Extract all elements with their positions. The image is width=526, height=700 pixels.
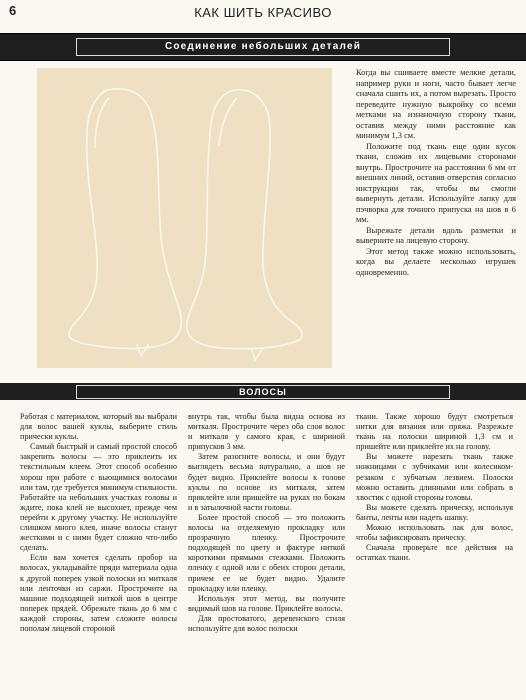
paragraph: Самый быстрый и самый простой способ закрепить волосы — это приклеить их текстильным клеем. Этот способ особенно хорош при работе с вьющимися волосами или там, где требуется минимум стильности. Работайте на небольших участках головы и ждите, пока клей не высохнет, прежде чем перейти к другому участку. Не используйте слишком много клея, иначе волосы станут жесткими и с ними будет сложно что-либо сделать. — [20, 442, 177, 553]
paragraph: Используя этот метод, вы получите видимый шов на голове. Приклейте волосы. — [188, 593, 345, 613]
paragraph: Работая с материалом, который вы выбрали для волос вашей куклы, выберите стиль прически куклы. — [20, 412, 177, 442]
paragraph: Вы можете сделать прическу, используя банты, ленты или надеть шапку. — [356, 502, 513, 522]
section-title: Соединение небольших деталей — [76, 38, 450, 56]
right-leg-inner-line — [219, 98, 237, 146]
section-heading-bar — [0, 33, 526, 61]
right-leg-outline — [187, 90, 302, 349]
pattern-illustration — [37, 68, 332, 368]
paragraph: Этот метод также можно использовать, когда вы делаете несколько игрушек одновременно. — [356, 246, 516, 277]
paragraph: ткани. Также хорошо будут смотреться нитки для вязания или пряжа. Разрежьте ткань на полоски шириной 1,3 см и пришейте или приклейте их на голову. — [356, 412, 513, 452]
hair-section-title: ВОЛОСЫ — [76, 385, 450, 399]
hair-heading-bar — [0, 383, 526, 400]
text-column-2 — [188, 412, 345, 634]
paragraph: Вы можете нарезать ткань также ножницами с зубчиками или колесиком-резаком с зубчатым лезвием. Полоски можно оставить длинными или собрать в хвостик с одной стороны головы. — [356, 452, 513, 502]
left-leg-inner-line — [95, 98, 109, 148]
running-title: КАК ШИТЬ КРАСИВО — [194, 5, 332, 20]
left-leg-outline — [69, 89, 181, 349]
page-number: 6 — [9, 3, 17, 18]
paragraph: Положите под ткань еще один кусок ткани, сложив их лицевыми сторонами внутрь. Прострочите на расстоянии 6 мм от внешних линий, оставив отверстия согласно инструкции так, чтобы вы смогли вывернуть детали. Используйте лапку для пэчворка для точного припуска на шов в 6 мм. — [356, 141, 516, 224]
right-stitch-notch — [251, 348, 263, 360]
intro-text — [356, 68, 516, 278]
paragraph: Сначала проверьте все действия на остатках ткани. — [356, 543, 513, 563]
text-column-1 — [20, 412, 177, 634]
paragraph: Для простоватого, деревенского стиля используйте для волос полоски — [188, 613, 345, 633]
leg-pattern-drawing — [37, 68, 332, 368]
paragraph: Вырежьте детали вдоль разметки и выверните на лицевую сторону. — [356, 225, 516, 245]
paragraph: Когда вы сшиваете вместе мелкие детали, например руки и ноги, часто бывает легче сначала сшить их, а потом вырезать. Просто переведите нужную выкройку со всеми метками на изнаночную сторону ткани, оставив между ними расстояние как минимум 1,3 см. — [356, 68, 516, 140]
paragraph: Можно использовать лак для волос, чтобы зафиксировать прическу. — [356, 523, 513, 543]
paragraph: Затем разогните волосы, и они будут выглядеть весьма натурально, а шов не будет видно. Приклейте волосы к голове куклы по основе из миткаля, затем приклейте или пришейте на руках по бокам и в затылочной части головы. — [188, 452, 345, 512]
paragraph: Если вам хочется сделать пробор на волосах, укладывайте пряди материала одна к другой поперек узкой полоски из миткаля или ленточки из саржи. Прострочите на машине подходящей ниткой шов в центре поперек прядей. Обрежьте ткань до 6 мм с каждой стороны, затем сложите волосы пополам лицевой стороной — [20, 553, 177, 633]
left-stitch-notch — [137, 344, 149, 356]
text-column-3 — [356, 412, 513, 563]
paragraph: Более простой способ — это положить волосы на отделяемую прокладку или прозрачную пленку. Прострочите подходящей по цвету и фактуре ниткой короткими прямыми стежками. Положить пленку с одной или с обеих сторон детали, причем ее не будет видно. Удалите прокладку или пленку. — [188, 512, 345, 593]
paragraph: внутрь так, чтобы была видна основа из миткаля. Прострочите через оба слоя волос и миткаля у самого края, с шириной припусков 3 мм. — [188, 412, 345, 452]
